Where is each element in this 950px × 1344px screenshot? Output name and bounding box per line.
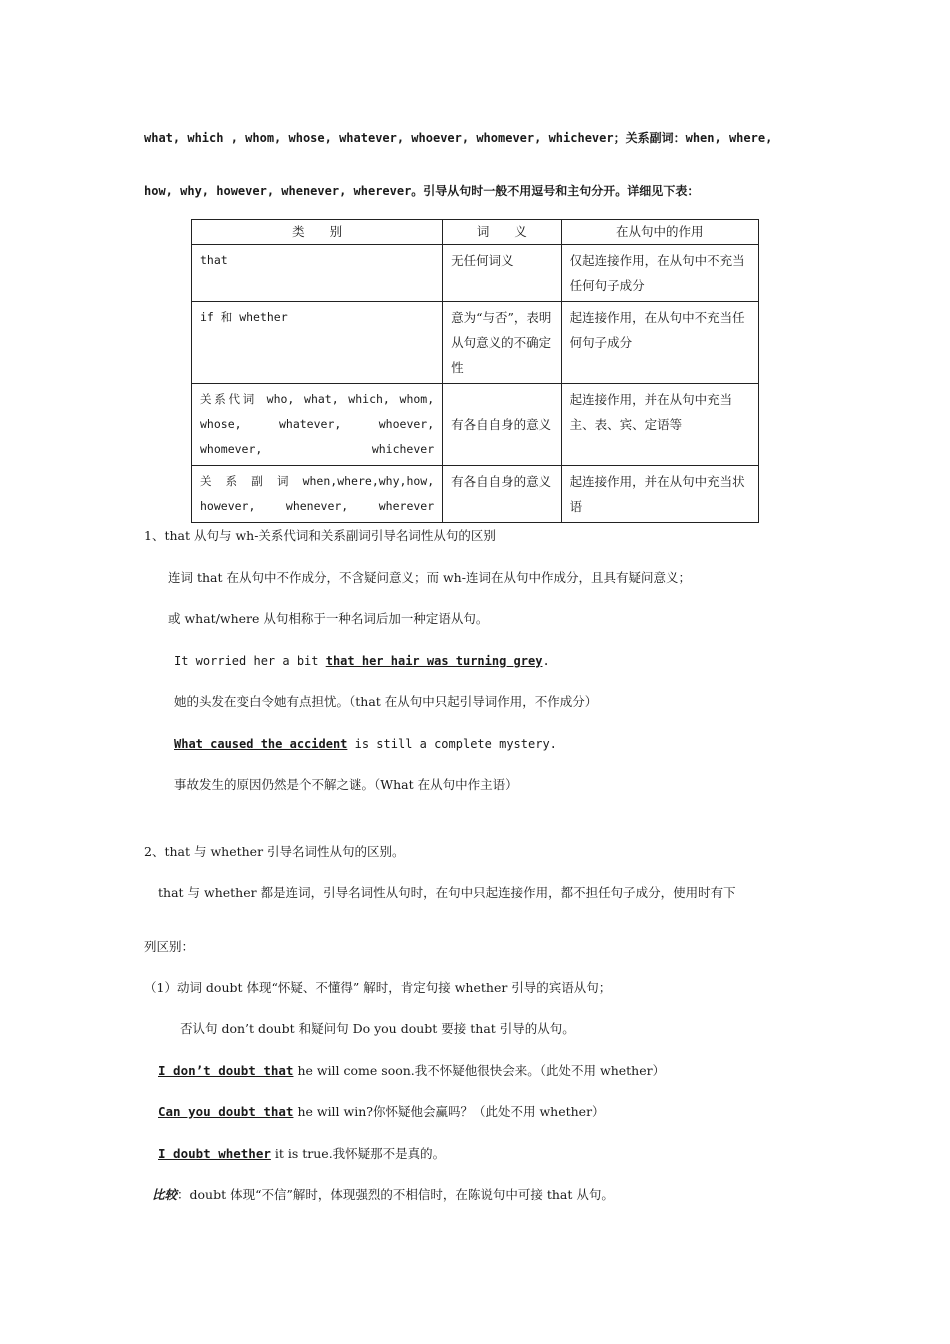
example-underlined-clause: What caused the accident bbox=[174, 737, 348, 751]
section2-sub-1-cont: 否认句 don’t doubt 和疑问句 Do you doubt 要接 that 引导的从句。 bbox=[180, 1021, 575, 1036]
cell-category: that bbox=[192, 245, 443, 302]
table-row bbox=[192, 302, 759, 384]
example-underlined-clause: I don’t doubt that bbox=[158, 1063, 294, 1078]
cell-meaning: 意为“与否”，表明从句意义的不确定性 bbox=[443, 302, 561, 384]
section2-paragraph-1: that 与 whether 都是连词，引导名词性从句时，在句中只起连接作用，都不担任句子成分，使用时有下 bbox=[158, 885, 736, 900]
intro-line-1: what, which , whom, whose, whatever, whoever, whomever, whichever；关系副词：when, where, bbox=[144, 131, 773, 145]
header-meaning: 词 义 bbox=[443, 220, 561, 245]
section1-example-1 bbox=[174, 652, 550, 670]
section2-example-3 bbox=[158, 1145, 445, 1163]
cell-meaning: 有各自自身的意义 bbox=[443, 466, 561, 523]
section1-example-2 bbox=[174, 735, 557, 753]
section2-sub-1: （1）动词 doubt 体现“怀疑、不懂得” 解时，肯定句接 whether 引导的宾语从句； bbox=[144, 980, 612, 995]
compare-text: ：doubt 体现“不信”解时，体现强烈的不相信时，在陈说句中可接 that 从句。 bbox=[177, 1187, 614, 1202]
example-text: . bbox=[542, 654, 550, 668]
section2-paragraph-1-cont: 列区别： bbox=[144, 939, 195, 954]
example-text: is still a complete mystery. bbox=[347, 737, 557, 751]
example-underlined-clause: I doubt whether bbox=[158, 1146, 271, 1161]
compare-label: 比较 bbox=[152, 1187, 178, 1202]
section2-compare bbox=[152, 1186, 614, 1204]
example-text: he will come soon.我不怀疑他很快会来。（此处不用 whether） bbox=[293, 1063, 666, 1078]
header-category: 类 别 bbox=[192, 220, 443, 245]
section1-example-2-translation: 事故发生的原因仍然是个不解之谜。（What 在从句中作主语） bbox=[174, 777, 518, 792]
cell-category: 关系代词 who, what, which, whom, whose, whatever, whoever, whomever, whichever bbox=[192, 384, 443, 466]
example-text: he will win?你怀疑他会赢吗？（此处不用 whether） bbox=[293, 1104, 605, 1119]
cell-function: 起连接作用，并在从句中充当主、表、宾、定语等 bbox=[561, 384, 758, 466]
cell-function: 起连接作用，在从句中不充当任何句子成分 bbox=[561, 302, 758, 384]
section2-heading: 2、that 与 whether 引导名词性从句的区别。 bbox=[144, 844, 405, 859]
example-text: It worried her a bit bbox=[174, 654, 326, 668]
table-row bbox=[192, 384, 759, 466]
cell-category: 关 系 副 词 when,where,why,how, however, whenever, wherever bbox=[192, 466, 443, 523]
cell-function: 仅起连接作用，在从句中不充当任何句子成分 bbox=[561, 245, 758, 302]
cell-meaning: 有各自自身的意义 bbox=[443, 384, 561, 466]
section2-example-2 bbox=[158, 1103, 605, 1121]
section2-example-1 bbox=[158, 1062, 665, 1080]
example-underlined-clause: Can you doubt that bbox=[158, 1104, 294, 1119]
cell-function: 起连接作用，并在从句中充当状语 bbox=[561, 466, 758, 523]
intro-line-2: how, why, however, whenever, wherever。引导从句时一般不用逗号和主句分开。详细见下表： bbox=[144, 184, 700, 198]
cell-category: if 和 whether bbox=[192, 302, 443, 384]
table-header-row bbox=[192, 220, 759, 245]
section1-heading: 1、that 从句与 wh-关系代词和关系副词引导名词性从句的区别 bbox=[144, 528, 496, 543]
example-underlined-clause: that her hair was turning grey bbox=[325, 654, 543, 668]
cell-meaning: 无任何词义 bbox=[443, 245, 561, 302]
table-row bbox=[192, 245, 759, 302]
table-row bbox=[192, 466, 759, 523]
example-text: it is true.我怀疑那不是真的。 bbox=[270, 1146, 446, 1161]
section1-paragraph-1: 连词 that 在从句中不作成分，不含疑问意义；而 wh-连词在从句中作成分，且具有疑问意义； bbox=[168, 570, 691, 585]
header-function: 在从句中的作用 bbox=[561, 220, 758, 245]
section1-example-1-translation: 她的头发在变白令她有点担忧。（that 在从句中只起引导词作用，不作成分） bbox=[174, 694, 598, 709]
section1-paragraph-2: 或 what/where 从句相称于一种名词后加一种定语从句。 bbox=[168, 611, 489, 626]
clause-connector-table bbox=[191, 219, 759, 523]
